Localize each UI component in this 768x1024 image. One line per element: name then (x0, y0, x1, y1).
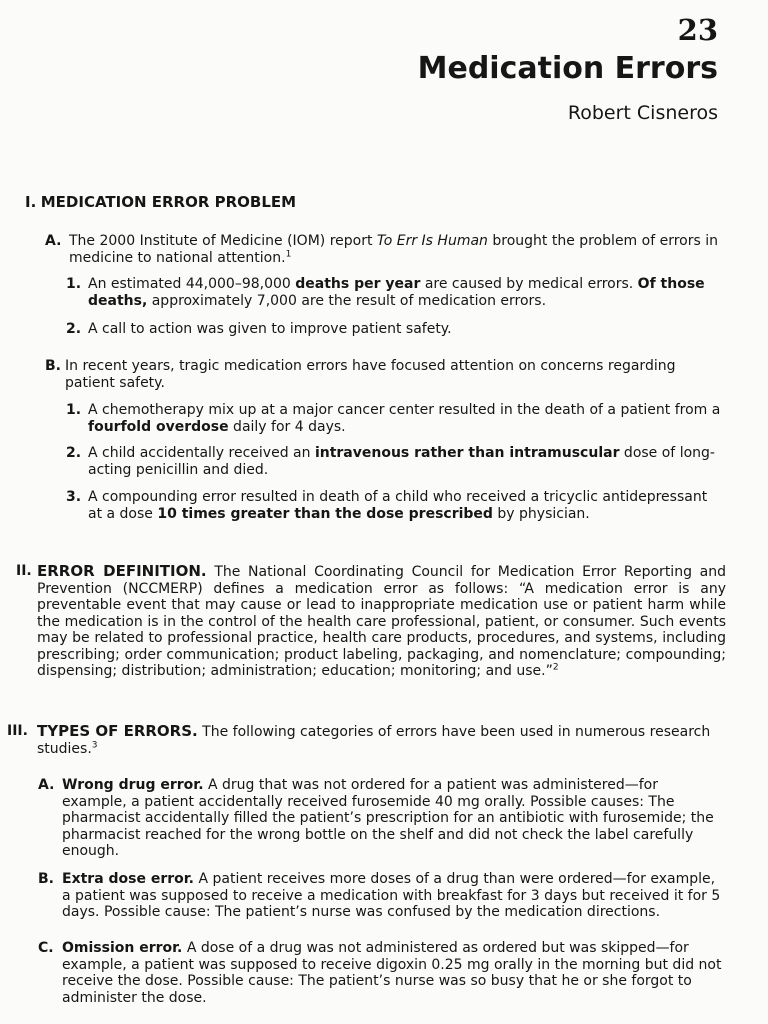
list-item-text: A chemotherapy mix up at a major cancer center resulted in the death of a patient from a fourfold overdose daily for 4 days. (88, 402, 721, 435)
list-item (66, 402, 725, 435)
list-item-text: An estimated 44,000–98,000 deaths per year are caused by medical errors. Of those deaths, approximately 7,000 are the result of medication errors. (88, 276, 705, 309)
section-title: ERROR DEFINITION. (37, 562, 207, 580)
error-type-label: Extra dose error. (62, 871, 195, 887)
item-marker: B. (45, 358, 61, 374)
author-name: Robert Cisneros (567, 102, 718, 124)
list-item (66, 321, 725, 338)
error-type-label: Wrong drug error. (62, 777, 204, 793)
section-marker: III. (7, 723, 28, 739)
section-title: MEDICATION ERROR PROBLEM (40, 193, 297, 211)
chapter-number: 23 (677, 13, 718, 47)
report-title: To Err Is Human (376, 233, 488, 249)
footnote-ref: 1 (285, 248, 292, 259)
item-marker: C. (38, 940, 54, 956)
list-item-text: A call to action was given to improve patient safety. (88, 321, 452, 337)
item-marker: 3. (66, 489, 82, 505)
list-item-text: A compounding error resulted in death of a child who received a tricyclic antidepressant at a dose 10 times greater than the dose prescribed by physician. (88, 489, 708, 522)
list-item (66, 445, 725, 478)
error-type-label: Omission error. (62, 940, 183, 956)
item-marker: B. (38, 871, 54, 887)
footnote-ref: 3 (91, 739, 98, 750)
item-marker: 1. (66, 402, 82, 418)
paragraph-1a (45, 233, 725, 266)
list-item (66, 489, 725, 522)
list-item (66, 276, 725, 309)
section-1-heading (25, 194, 725, 212)
list-item-text: Wrong drug error. A drug that was not ordered for a patient was administered—for example, a patient accidentally received furosemide 40 mg orally. Possible causes: The pharmacist accidentally filled the patient’s prescription for an antibiotic with furosemide; the pharmacist reached for the wrong bottle on the shelf and did not check the label carefully enough. (62, 777, 714, 859)
list-item-text: Omission error. A dose of a drug was not administered as ordered but was skipped—for example, a patient was supposed to receive digoxin 0.25 mg orally in the morning but did not receive the dose. Possible cause: The patient’s nurse was so busy that he or she forgot to administer the dose. (62, 940, 722, 1006)
chapter-title: Medication Errors (417, 51, 718, 86)
section-title: TYPES OF ERRORS. (37, 722, 198, 740)
list-item-text: A child accidentally received an intravenous rather than intramuscular dose of long-acting penicillin and died. (88, 445, 715, 478)
section-2-text: ERROR DEFINITION. The National Coordinating Council for Medication Error Reporting and Prevention (NCCMERP) defines a medication error as follows: “A medication error is any preventable event that may cause or lead to inappropriate medication use or patient harm while the medication is in the control of the health care professional, patient, or consumer. Such events may be related to professional practice, health care products, procedures, and systems, including prescribing; order communication; product labeling, packaging, and nomenclature; compounding; dispensing; distribution; administration; education; monitoring; and use.”$^2$ (37, 562, 726, 679)
section-marker: I. (25, 193, 37, 211)
item-marker: A. (45, 233, 62, 249)
paragraph-text: In recent years, tragic medication errors have focused attention on concerns regarding patient safety. (65, 358, 676, 391)
footnote-ref: 2 (552, 662, 559, 673)
item-marker: 2. (66, 321, 82, 337)
paragraph-text: The 2000 Institute of Medicine (IOM) report To Err Is Human brought the problem of errors in medicine to national attention.$^1$ (69, 233, 718, 266)
item-marker: 2. (66, 445, 82, 461)
list-item-text: Extra dose error. A patient receives more doses of a drug than were ordered—for example, a patient was supposed to receive a medication with breakfast for 3 days but received it for 5 days. Possible cause: The patient’s nurse was confused by the medication directions. (62, 871, 721, 920)
list-item (38, 871, 726, 921)
item-marker: A. (38, 777, 55, 793)
item-marker: 1. (66, 276, 82, 292)
section-3 (7, 723, 726, 757)
section-marker: II. (16, 563, 32, 579)
section-3-text: TYPES OF ERRORS. The following categories of errors have been used in numerous research studies.$^3$ (37, 722, 711, 757)
section-2 (16, 563, 726, 680)
list-item (38, 777, 726, 860)
paragraph-1b (45, 358, 725, 391)
list-item (38, 940, 726, 1006)
